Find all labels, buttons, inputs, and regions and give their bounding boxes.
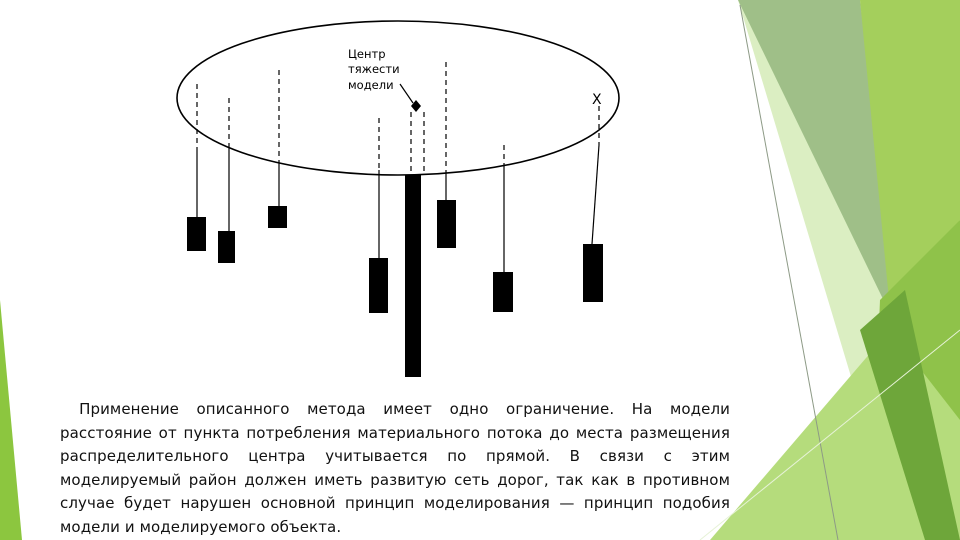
- weight-block: [405, 175, 421, 377]
- label-pointer: [400, 84, 413, 103]
- body-paragraph: Применение описанного метода имеет одно ограничение. На модели расстояние от пункта потребления материального потока до места размещения распределительного центра учитывается по прямой. В связи с этим моделируемый район должен иметь развитую сеть дорог, так как в противном случае будет нарушен основной принцип моделирования — принцип подобия модели и моделируемого объекта.: [60, 400, 730, 536]
- weight-block: [268, 206, 287, 228]
- center-label-line: Центр: [348, 47, 386, 61]
- weight-block: [437, 200, 456, 248]
- weight-w2: [218, 98, 235, 263]
- hanging-weights: [187, 62, 603, 377]
- weight-w1: [187, 84, 206, 251]
- weight-w7: [493, 145, 513, 312]
- weight-w4: [369, 118, 388, 313]
- point-marker-x: Х: [592, 92, 602, 108]
- weight-w3: [268, 70, 287, 228]
- string-solid: [592, 145, 599, 244]
- region-ellipse: [177, 21, 619, 175]
- weight-w5: [405, 112, 424, 377]
- weight-block: [187, 217, 206, 251]
- center-label-line: модели: [348, 78, 394, 92]
- weight-w6: [437, 62, 456, 248]
- center-label-line: тяжести: [348, 62, 400, 76]
- weight-block: [369, 258, 388, 313]
- weight-block: [218, 231, 235, 263]
- weight-block: [583, 244, 603, 302]
- weight-w8: [583, 106, 603, 302]
- center-label: [348, 47, 400, 92]
- weight-block: [493, 272, 513, 312]
